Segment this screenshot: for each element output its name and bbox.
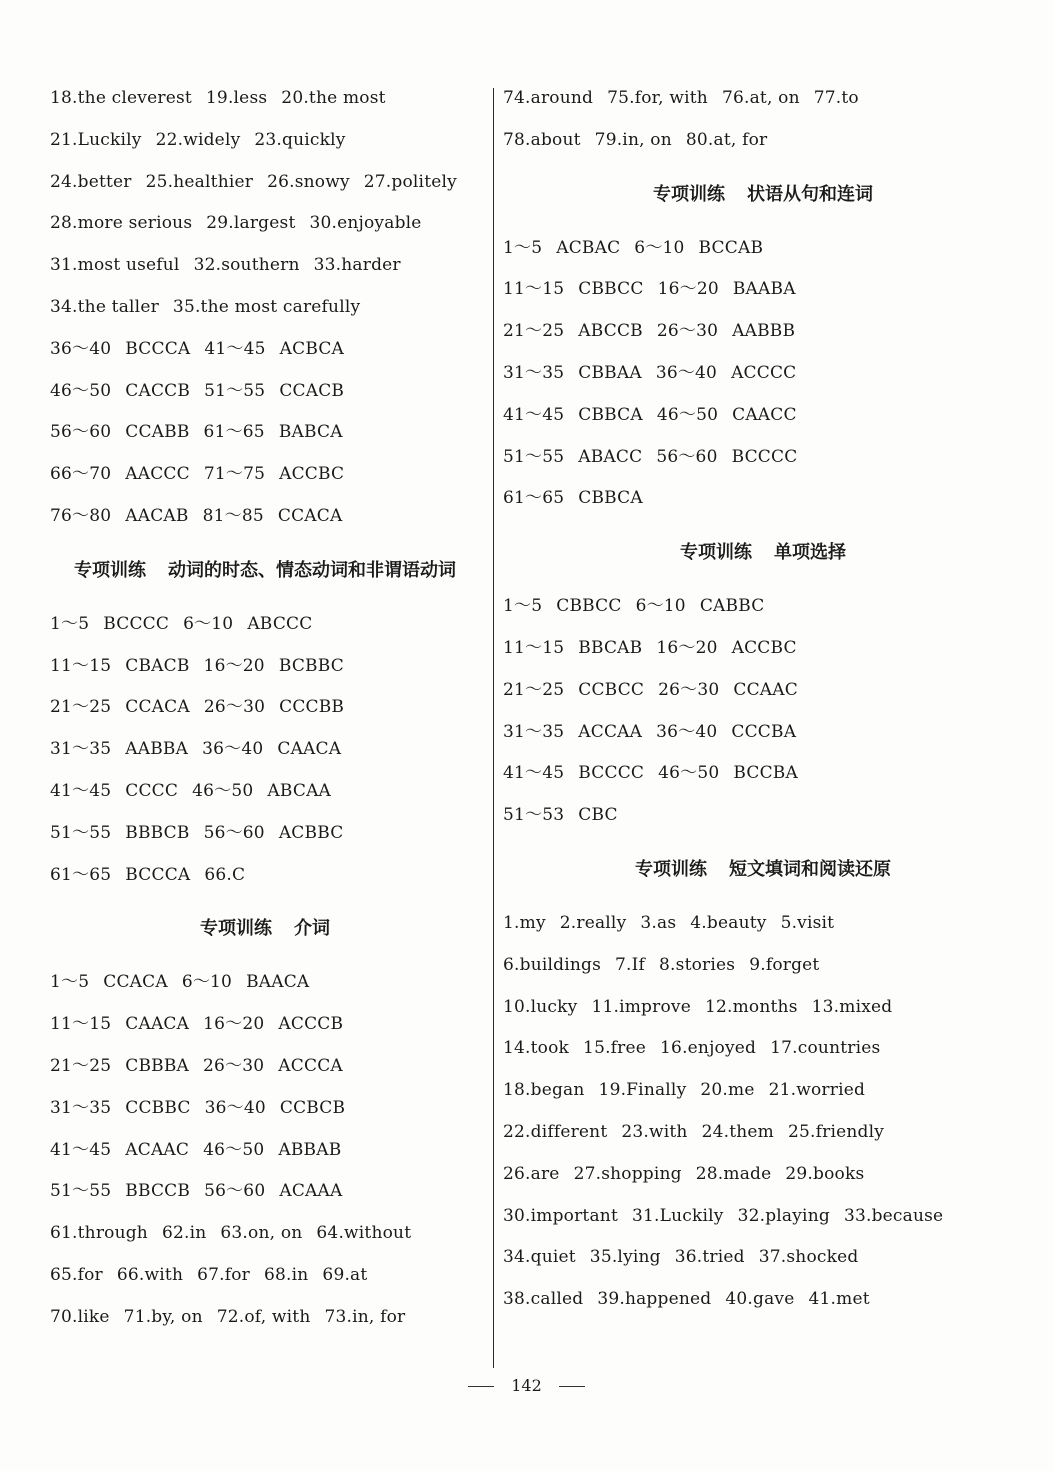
answer-code: BABCA — [278, 422, 343, 443]
answer-item: 72.of, with — [216, 1306, 311, 1327]
answer-item: 68.in — [264, 1264, 309, 1285]
question-range: 31～35 — [503, 721, 565, 742]
question-range: 71～75 — [203, 464, 266, 485]
question-range: 76～80 — [50, 505, 112, 526]
answer-code: CACCB — [125, 380, 191, 401]
answer-item: 25.friendly — [788, 1121, 885, 1142]
answer-code: CAACA — [125, 1014, 190, 1035]
question-range: 6～10 — [181, 972, 233, 993]
section-label: 专项训练 — [680, 542, 752, 564]
answer-range-line — [50, 1004, 480, 1046]
question-range: 1～5 — [50, 972, 90, 993]
answer-item: 30.important — [503, 1205, 618, 1226]
answer-code: ACCCA — [278, 1055, 343, 1076]
answer-line — [503, 1196, 1023, 1238]
answer-range-line — [50, 1130, 480, 1172]
answer-line — [503, 1112, 1023, 1154]
answer-item: 28.more serious — [50, 213, 193, 234]
question-range: 51～53 — [503, 805, 565, 826]
answer-code: BCCCA — [125, 864, 191, 885]
answer-code: CAACC — [732, 404, 797, 425]
answer-item: 6.buildings — [503, 954, 601, 975]
section-title: 动词的时态、情态动词和非谓语动词 — [168, 559, 456, 581]
answer-item: 67.for — [197, 1264, 250, 1285]
answer-item: 15.free — [583, 1038, 647, 1059]
question-range: 21～25 — [503, 679, 565, 700]
question-range: 41～45 — [204, 338, 266, 359]
answer-line — [503, 945, 1023, 987]
answer-range-line — [503, 478, 1023, 520]
section-heading — [50, 538, 480, 604]
answer-item: 18.the cleverest — [50, 88, 192, 108]
question-range: 16～20 — [656, 637, 718, 658]
question-range: 41～45 — [503, 404, 565, 425]
answer-range-line — [50, 962, 480, 1004]
answer-range-line — [50, 813, 480, 855]
question-range: 1～5 — [503, 596, 543, 617]
answer-item: 19.Finally — [598, 1080, 687, 1101]
answer-item: 8.stories — [659, 954, 736, 975]
answer-item: 24.them — [701, 1121, 774, 1142]
answer-code: CCACA — [103, 972, 168, 993]
answer-range-line — [503, 712, 1023, 754]
question-range: 6～10 — [634, 237, 685, 258]
answer-item: 3.as — [640, 912, 677, 933]
question-range: 46～50 — [203, 1139, 265, 1160]
answer-code: BBCCB — [125, 1181, 191, 1202]
answer-item: 26.snowy — [267, 171, 350, 192]
question-range: 1～5 — [503, 237, 543, 258]
answer-item: 32.playing — [737, 1205, 830, 1226]
column-divider — [493, 88, 494, 1368]
answer-item: 31.most useful — [50, 255, 180, 276]
answer-item: 65.for — [50, 1264, 103, 1285]
question-range: 51～55 — [50, 1181, 112, 1202]
answer-line — [503, 1070, 1023, 1112]
answer-range-line — [50, 1046, 480, 1088]
page-number: 142 — [511, 1376, 542, 1395]
answer-item: 37.shocked — [758, 1247, 859, 1268]
answer-item: 30.enjoyable — [309, 213, 422, 234]
answer-code: ACBCA — [279, 338, 345, 359]
question-range: 11～15 — [503, 279, 565, 300]
answer-code: BAABA — [732, 279, 796, 300]
answer-line — [50, 120, 480, 162]
answer-range-line — [503, 437, 1023, 479]
answer-line — [50, 1255, 480, 1297]
question-range: 46～50 — [656, 404, 719, 425]
answer-code: CCBBC — [125, 1097, 191, 1118]
answer-range-line — [503, 586, 1023, 628]
page-footer — [0, 1376, 1053, 1395]
answer-code: ACCCC — [731, 362, 797, 383]
question-range: 36～40 — [656, 721, 718, 742]
answer-line — [50, 287, 480, 329]
answer-item: 5.visit — [780, 912, 835, 933]
answer-line — [50, 245, 480, 287]
section-label: 专项训练 — [200, 918, 272, 940]
question-range: 46～50 — [50, 380, 112, 401]
question-range: 41～45 — [50, 1139, 112, 1160]
answer-line — [50, 203, 480, 245]
answer-code: CBBCA — [578, 488, 643, 509]
answer-code: BBCAB — [578, 637, 643, 658]
answer-item: 25.healthier — [145, 171, 254, 192]
answer-item: 22.widely — [155, 129, 241, 150]
section-heading — [50, 896, 480, 962]
answer-line — [50, 1213, 480, 1255]
answer-range-line — [50, 729, 480, 771]
question-range: 36～40 — [655, 362, 718, 383]
answer-item: 38.called — [503, 1289, 584, 1310]
answer-item: 4.beauty — [690, 912, 767, 933]
answer-range-line — [503, 628, 1023, 670]
answer-code: CCCC — [125, 780, 179, 801]
question-range: 46～50 — [192, 780, 254, 801]
section-title: 短文填词和阅读还原 — [729, 858, 891, 880]
answer-item: 39.happened — [597, 1289, 712, 1310]
answer-item: 79.in, on — [594, 129, 672, 150]
answer-code: CBBCC — [578, 279, 644, 300]
question-range: 6～10 — [183, 613, 234, 634]
answer-code: ACBAC — [556, 237, 621, 258]
answer-item: 23.with — [621, 1121, 688, 1142]
answer-line — [503, 78, 1023, 120]
question-range: 31～35 — [50, 1097, 112, 1118]
answer-code: AABBB — [732, 321, 796, 342]
question-range: 61～65 — [50, 864, 112, 885]
answer-item: 36.tried — [674, 1247, 745, 1268]
answer-item: 28.made — [695, 1163, 772, 1184]
question-range: 36～40 — [50, 338, 112, 359]
answer-code: ABCCC — [247, 613, 313, 634]
answer-range-line — [50, 855, 480, 897]
answer-code: ABCCB — [578, 321, 643, 342]
question-range: 11～15 — [50, 655, 112, 676]
answer-item: 21.worried — [768, 1080, 866, 1101]
question-range: 16～20 — [657, 279, 719, 300]
answer-range-line — [50, 1088, 480, 1130]
section-label: 专项训练 — [635, 858, 707, 880]
section-label: 专项训练 — [74, 559, 146, 581]
answer-range-line — [50, 604, 480, 646]
answer-item: 64.without — [316, 1223, 412, 1244]
answer-code: BBBCB — [125, 822, 190, 843]
answer-range-line — [503, 795, 1023, 837]
answer-code: CCBCB — [279, 1097, 346, 1118]
answer-item: 80.at, for — [685, 129, 768, 150]
answer-item: 13.mixed — [811, 996, 893, 1017]
answer-code: BCCBA — [733, 763, 798, 784]
answer-code: ACCCB — [278, 1014, 344, 1035]
question-range: 51～55 — [503, 446, 565, 467]
answer-item: 24.better — [50, 171, 132, 192]
answer-item: 16.enjoyed — [660, 1038, 757, 1059]
answer-code: BCCCC — [103, 613, 170, 634]
answer-item: 1.my — [503, 912, 546, 933]
answer-item: 12.months — [704, 996, 798, 1017]
answer-item: 26.are — [503, 1163, 560, 1184]
section-title: 单项选择 — [774, 542, 846, 564]
answer-item: 9.forget — [749, 954, 820, 975]
answer-code: CCACA — [125, 697, 190, 718]
question-range: 26～30 — [203, 1055, 265, 1076]
answer-range-line — [50, 687, 480, 729]
answer-item: 19.less — [205, 88, 268, 108]
question-range: 36～40 — [202, 739, 264, 760]
answer-range-line — [50, 646, 480, 688]
answer-code: CCABB — [125, 422, 190, 443]
answer-code: ABACC — [578, 446, 643, 467]
answer-range-line — [50, 329, 480, 371]
answer-code: BAACA — [246, 972, 310, 993]
footer-dash-right — [559, 1386, 585, 1387]
answer-code: ACAAC — [125, 1139, 190, 1160]
answer-range-line — [503, 353, 1023, 395]
answer-item: 10.lucky — [503, 996, 578, 1017]
answer-line — [50, 162, 480, 204]
answer-item: 20.me — [700, 1080, 755, 1101]
answer-item: 23.quickly — [254, 129, 346, 150]
answer-item: 34.quiet — [503, 1247, 576, 1268]
answer-item: 61.through — [50, 1223, 148, 1244]
answer-code: BCCAB — [698, 237, 764, 258]
question-range: 41～45 — [503, 763, 565, 784]
question-range: 31～35 — [50, 739, 112, 760]
answer-code: CABBC — [699, 596, 765, 617]
answer-item: 14.took — [503, 1038, 570, 1059]
question-range: 16～20 — [203, 655, 265, 676]
answer-item: 62.in — [161, 1223, 207, 1244]
question-range: 66.C — [204, 864, 246, 885]
answer-code: BCCCC — [578, 763, 645, 784]
answer-item: 41.met — [808, 1289, 870, 1310]
answer-line — [50, 1297, 480, 1339]
answer-range-line — [50, 1171, 480, 1213]
answer-item: 21.Luckily — [50, 129, 142, 150]
question-range: 36～40 — [204, 1097, 266, 1118]
question-range: 46～50 — [658, 763, 720, 784]
answer-code: ACCBC — [731, 637, 797, 658]
answer-item: 7.If — [615, 954, 646, 975]
answer-line — [503, 1237, 1023, 1279]
answer-item: 76.at, on — [721, 88, 800, 108]
question-range: 1～5 — [50, 613, 90, 634]
question-range: 56～60 — [50, 422, 112, 443]
answer-range-line — [503, 311, 1023, 353]
answer-item: 27.shopping — [573, 1163, 682, 1184]
right-column — [503, 78, 1023, 1321]
answer-code: CCBCC — [578, 679, 645, 700]
answer-item: 22.different — [503, 1121, 608, 1142]
question-range: 56～60 — [204, 1181, 266, 1202]
answer-code: AACAB — [125, 505, 189, 526]
left-column — [50, 78, 480, 1339]
answer-item: 2.really — [559, 912, 627, 933]
answer-code: ABBAB — [278, 1139, 342, 1160]
answer-code: CBACB — [125, 655, 190, 676]
answer-item: 70.like — [50, 1306, 110, 1327]
answer-range-line — [50, 771, 480, 813]
section-heading — [503, 520, 1023, 586]
answer-code: CBBBA — [125, 1055, 190, 1076]
question-range: 51～55 — [204, 380, 266, 401]
answer-item: 27.politely — [363, 171, 457, 192]
section-title: 状语从句和连词 — [747, 183, 873, 205]
question-range: 56～60 — [656, 446, 718, 467]
answer-code: CBBCC — [556, 596, 622, 617]
answer-item: 63.on, on — [220, 1223, 303, 1244]
answer-code: ACCBC — [279, 464, 345, 485]
answer-item: 75.for, with — [607, 88, 708, 108]
question-range: 31～35 — [503, 362, 565, 383]
answer-item: 35.lying — [589, 1247, 661, 1268]
answer-item: 34.the taller — [50, 296, 159, 317]
answer-item: 78.about — [503, 129, 581, 150]
answer-item: 29.books — [785, 1163, 865, 1184]
question-range: 21～25 — [503, 321, 565, 342]
answer-item: 66.with — [116, 1264, 184, 1285]
question-range: 21～25 — [50, 1055, 112, 1076]
answer-item: 33.because — [843, 1205, 944, 1226]
answer-item: 29.largest — [206, 213, 296, 234]
answer-range-line — [503, 228, 1023, 270]
answer-range-line — [50, 454, 480, 496]
answer-range-line — [503, 395, 1023, 437]
answer-line — [503, 120, 1023, 162]
question-range: 51～55 — [50, 822, 112, 843]
section-title: 介词 — [294, 918, 330, 940]
answer-item: 35.the most carefully — [172, 296, 361, 317]
answer-code: CBC — [578, 805, 618, 826]
answer-range-line — [503, 269, 1023, 311]
section-heading — [503, 837, 1023, 903]
answer-code: BCCCA — [125, 338, 191, 359]
answer-code: BCBBC — [278, 655, 344, 676]
answer-item: 73.in, for — [324, 1306, 406, 1327]
answer-code: CCAAC — [733, 679, 798, 700]
answer-code: CCCBA — [731, 721, 797, 742]
answer-line — [503, 1154, 1023, 1196]
question-range: 26～30 — [203, 697, 266, 718]
answer-item: 31.Luckily — [631, 1205, 724, 1226]
answer-code: CBBAA — [578, 362, 642, 383]
answer-item: 77.to — [813, 88, 859, 108]
question-range: 61～65 — [503, 488, 565, 509]
answer-code: ACCAA — [578, 721, 643, 742]
answer-line — [503, 987, 1023, 1029]
section-heading — [503, 162, 1023, 228]
question-range: 6～10 — [635, 596, 686, 617]
answer-code: AACCC — [125, 464, 190, 485]
answer-code: CCACA — [277, 505, 343, 526]
question-range: 26～30 — [656, 321, 719, 342]
question-range: 61～65 — [203, 422, 265, 443]
answer-range-line — [503, 753, 1023, 795]
answer-code: BCCCC — [731, 446, 798, 467]
question-range: 41～45 — [50, 780, 112, 801]
answer-item: 74.around — [503, 88, 594, 108]
footer-dash-left — [468, 1386, 494, 1387]
answer-code: CCCBB — [279, 697, 345, 718]
answer-code: ACBBC — [278, 822, 344, 843]
answer-item: 32.southern — [193, 255, 300, 276]
answer-range-line — [50, 412, 480, 454]
answer-item: 69.at — [322, 1264, 368, 1285]
answer-line — [50, 78, 480, 120]
answer-line — [503, 903, 1023, 945]
answer-item: 17.countries — [770, 1038, 881, 1059]
answer-code: CAACA — [277, 739, 342, 760]
question-range: 56～60 — [203, 822, 265, 843]
answer-code: ACAAA — [279, 1181, 343, 1202]
answer-range-line — [50, 496, 480, 538]
answer-item: 40.gave — [725, 1289, 795, 1310]
answer-item: 71.by, on — [123, 1306, 203, 1327]
answer-range-line — [503, 670, 1023, 712]
question-range: 11～15 — [50, 1014, 112, 1035]
answer-line — [503, 1279, 1023, 1321]
answer-code: CCACB — [279, 380, 345, 401]
question-range: 26～30 — [658, 679, 720, 700]
answer-range-line — [50, 371, 480, 413]
answer-item: 11.improve — [591, 996, 691, 1017]
question-range: 16～20 — [203, 1014, 265, 1035]
answer-line — [503, 1028, 1023, 1070]
answer-item: 33.harder — [313, 255, 401, 276]
answer-item: 18.began — [503, 1080, 585, 1101]
answer-code: CBBCA — [578, 404, 643, 425]
question-range: 21～25 — [50, 697, 112, 718]
answer-item: 20.the most — [281, 88, 386, 108]
answer-code: ABCAA — [267, 780, 332, 801]
answer-code: AABBA — [125, 739, 189, 760]
question-range: 11～15 — [503, 637, 565, 658]
question-range: 81～85 — [202, 505, 264, 526]
section-label: 专项训练 — [653, 183, 725, 205]
question-range: 66～70 — [50, 464, 112, 485]
